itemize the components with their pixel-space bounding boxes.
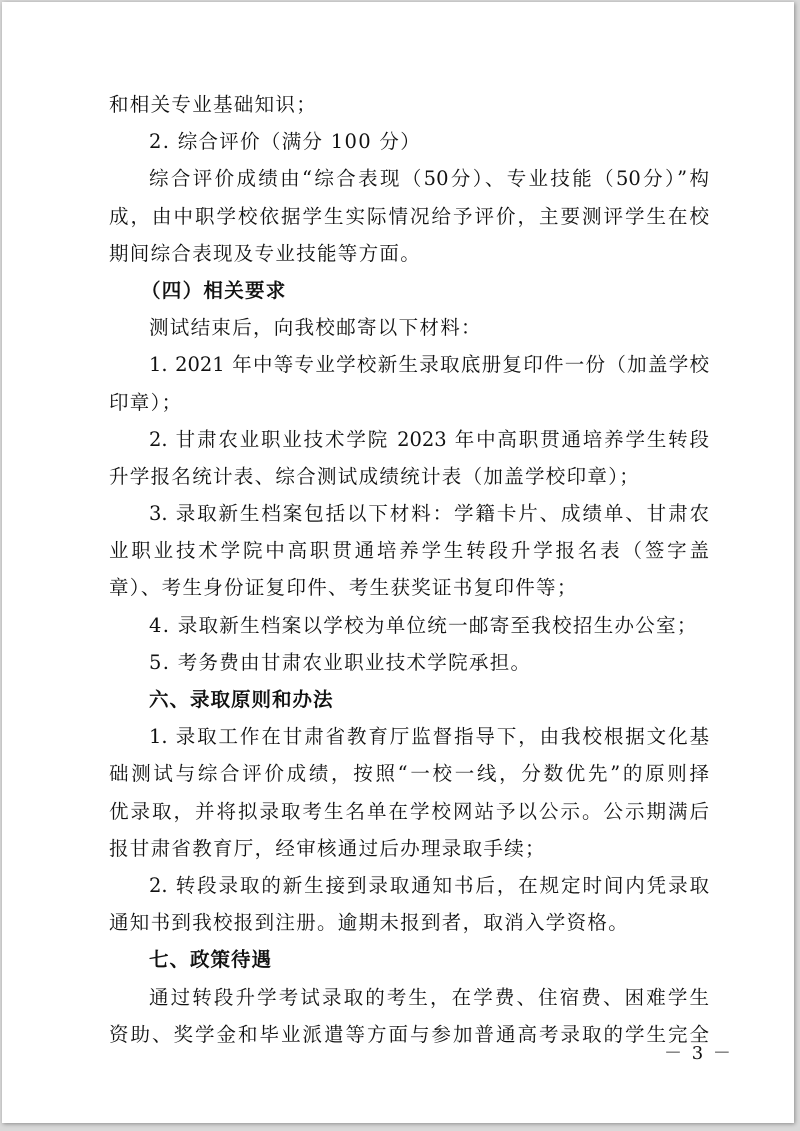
text-line: 2. 转段录取的新生接到录取通知书后，在规定时间内凭录取 bbox=[149, 873, 709, 897]
text-line: 2. 甘肃农业职业技术学院 2023 年中高职贯通培养学生转段 bbox=[149, 427, 709, 451]
text-line: 优录取，并将拟录取考生名单在学校网站予以公示。公示期满后 bbox=[109, 799, 709, 823]
text-line: 业职业技术学院中高职贯通培养学生转段升学报名表（签字盖 bbox=[109, 539, 709, 563]
text-line: 升学报名统计表、综合测试成绩统计表（加盖学校印章）； bbox=[109, 464, 641, 488]
text-line: 通过转段升学考试录取的考生，在学费、住宿费、困难学生 bbox=[149, 985, 709, 1009]
text-line: 3. 录取新生档案包括以下材料：学籍卡片、成绩单、甘肃农 bbox=[149, 502, 709, 526]
text-line: 5. 考务费由甘肃农业职业技术学院承担。 bbox=[149, 650, 532, 674]
page-number: － 3 － bbox=[664, 1043, 733, 1064]
text-line: 报甘肃省教育厅，经审核通过后办理录取手续； bbox=[109, 836, 546, 860]
text-line: 资助、奖学金和毕业派遣等方面与参加普通高考录取的学生完全 bbox=[109, 1022, 709, 1046]
text-line: 4. 录取新生档案以学校为单位统一邮寄至我校招生办公室； bbox=[149, 613, 698, 637]
document-page bbox=[2, 2, 794, 1123]
text-line: 1. 录取工作在甘肃省教育厅监督指导下，由我校根据文化基 bbox=[149, 725, 709, 749]
section-heading: （四）相关要求 bbox=[141, 278, 287, 302]
text-line: 和相关专业基础知识； bbox=[109, 93, 318, 116]
text-line: 章）、考生身份证复印件、考生获奖证书复印件等； bbox=[109, 576, 578, 600]
text-line: 成，由中职学校依据学生实际情况给予评价，主要测评学生在校 bbox=[109, 204, 709, 228]
text-line: 1. 2021 年中等专业学校新生录取底册复印件一份（加盖学校 bbox=[149, 353, 709, 377]
document-body bbox=[109, 86, 709, 1053]
section-heading: 七、政策待遇 bbox=[149, 948, 273, 972]
text-line: 通知书到我校报到注册。逾期未报到者，取消入学资格。 bbox=[109, 911, 630, 935]
section-heading: 六、录取原则和办法 bbox=[149, 688, 334, 711]
text-line: 印章）； bbox=[109, 390, 183, 414]
text-line: 期间综合表现及专业技能等方面。 bbox=[109, 241, 422, 265]
text-line: 2. 综合评价（满分 100 分） bbox=[149, 130, 422, 154]
text-line: 测试结束后，向我校邮寄以下材料： bbox=[149, 316, 482, 340]
text-line: 础测试与综合评价成绩，按照“一校一线，分数优先”的原则择 bbox=[109, 762, 709, 786]
text-line: 综合评价成绩由“综合表现（50分）、专业技能（50分）”构 bbox=[149, 167, 709, 191]
